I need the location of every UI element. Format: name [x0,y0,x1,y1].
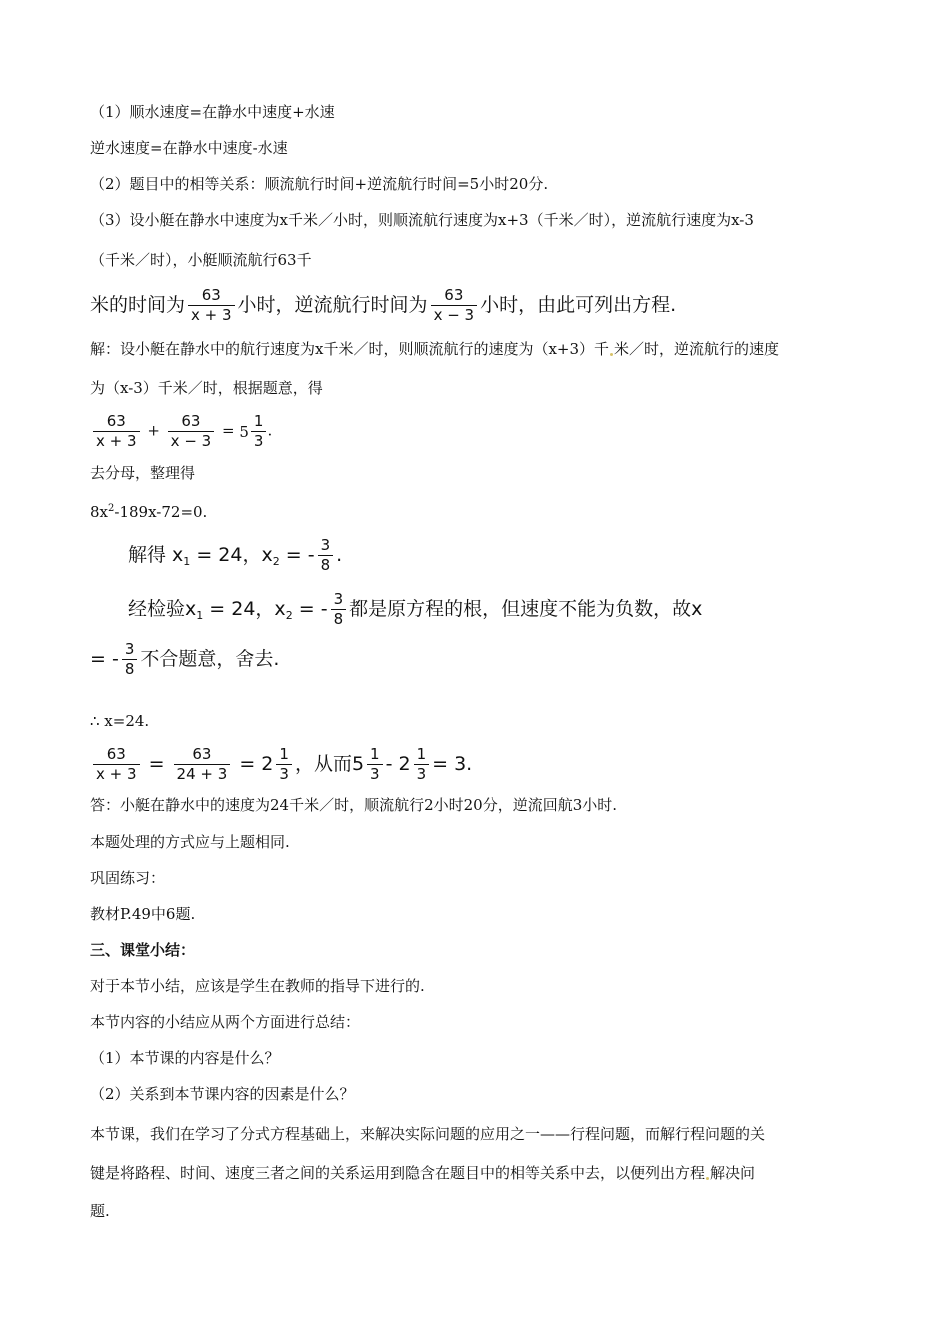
period: . [267,421,273,440]
solution-line [128,536,342,575]
fraction-1-3 [251,412,267,451]
line-3: （2）题目中的相等关系：顺流航行时间+逆流航行时间=5小时20分. [90,175,549,193]
line-10: 去分母，整理得 [90,464,196,482]
line-11-a: 8x [90,503,109,521]
line-19: 巩固练习： [90,869,166,887]
line-6-text-a: 米的时间为 [90,294,186,316]
fraction-3-8 [318,536,334,575]
line-7-text-b: 米／时，逆流航行的速度 [614,340,780,358]
fraction-63-over-x-plus-3 [188,286,235,325]
line-11-b: -189x-72=0. [114,503,208,521]
scan-speck [706,1177,709,1180]
fraction-63-over-x-plus-3 [93,745,140,784]
numerator: 63 [192,745,212,763]
equals-three: = 3. [432,753,473,775]
denominator: 8 [318,555,334,575]
line-7 [90,339,779,359]
line-1: （1）顺水速度=在静水中速度+水速 [90,103,335,121]
line-26: 本节课，我们在学习了分式方程基础上，来解决实际问题的应用之一——行程问题，而解行程问题的关 [90,1125,766,1143]
mixed-number-5-1-3 [239,412,267,451]
line-6-text-b: 小时，逆流航行时间为 [237,294,428,316]
whole-part: 5 [239,422,249,441]
line-4: （3）设小艇在静水中速度为x千米／小时，则顺流航行速度为x+3（千米／时），逆流航行速度为x-3 [90,211,754,229]
solution-text-c: = - [285,544,315,566]
check-line [128,590,702,629]
line-24: （1）本节课的内容是什么？ [90,1049,280,1067]
denominator: 3 [251,431,267,451]
reject-line [90,640,279,679]
minus-two: - 2 [385,753,411,775]
line-20: 教材P.49中6题. [90,905,196,923]
numerator: 63 [201,286,221,304]
equals-sign: = [221,421,235,440]
line-25: （2）关系到本节课内容的因素是什么？ [90,1085,355,1103]
reject-text-b: 不合题意，舍去. [140,648,280,670]
subscript-1: 1 [196,609,204,622]
denominator: 3 [367,764,383,784]
superscript: 2 [108,503,115,514]
denominator: 24 + 3 [174,764,231,784]
subscript-1: 1 [183,555,191,568]
numerator: 1 [416,745,427,763]
numerator: 63 [106,412,126,430]
fraction-63-over-24-plus-3 [174,745,231,784]
check-text-a: 经检验x [128,598,197,620]
denominator: x − 3 [431,305,478,325]
denominator: x + 3 [93,764,140,784]
denominator: 3 [276,764,292,784]
numerator: 3 [320,536,331,554]
denominator: 8 [122,659,138,679]
line-22: 对于本节小结，应该是学生在教师的指导下进行的. [90,977,425,995]
line-2: 逆水速度=在静水中速度-水速 [90,139,288,157]
line-therefore: ∴ x=24. [90,712,150,730]
fraction-63-over-x-minus-3 [168,412,215,451]
equation-1 [90,412,272,451]
line-23: 本节内容的小结应从两个方面进行总结： [90,1013,361,1031]
scan-speck [610,353,613,356]
denominator: x + 3 [188,305,235,325]
line-28: 题. [90,1202,110,1220]
line-5: （千米／时），小艇顺流航行63千 [90,251,312,269]
numerator: 1 [279,745,289,763]
fraction-3-8 [122,640,138,679]
line-27 [90,1163,755,1183]
check-text-d: 都是原方程的根，但速度不能为负数，故x [349,598,703,620]
line-27-a: 键是将路程、时间、速度三者之间的关系运用到隐含在题目中的相等关系中去，以便列出方程 [90,1164,706,1182]
line-6-text-c: 小时，由此可列出方程. [480,294,677,316]
fraction-1-3 [414,745,430,784]
fraction-1-3 [367,745,383,784]
solution-text-b: = 24，x [196,544,273,566]
numerator: 3 [333,590,344,608]
reject-text-a: = - [90,648,119,670]
line-11 [90,499,207,522]
solution-text-d: . [336,544,343,566]
fraction-63-over-x-plus-3 [93,412,140,451]
solution-text-a: 解得 x [128,544,184,566]
line-18: 本题处理的方式应与上题相同. [90,833,290,851]
numerator: 3 [124,640,135,658]
line-8: 为（x-3）千米／时，根据题意，得 [90,379,323,397]
therefore-text: ，从而5 [294,753,365,775]
subscript-2: 2 [272,555,280,568]
denominator: x − 3 [168,431,215,451]
section-heading: 三、课堂小结： [90,941,196,959]
line-6 [90,286,676,325]
subscript-2: 2 [285,609,293,622]
plus-sign: + [147,421,160,440]
equation-2 [90,745,472,784]
line-27-b: 解决问 [710,1164,756,1182]
denominator: 3 [414,764,430,784]
fraction-3-8 [331,590,347,629]
numerator: 1 [253,412,264,430]
numerator: 63 [181,412,201,430]
line-7-text-a: 解：设小艇在静水中的航行速度为x千米／时，则顺流航行的速度为（x+3）千 [90,340,610,358]
denominator: 8 [331,609,347,629]
numerator: 63 [106,745,126,763]
answer-line: 答：小艇在静水中的速度为24千米／时，顺流航行2小时20分，逆流回航3小时. [90,796,618,814]
fraction-1-3 [276,745,292,784]
equals-two: = 2 [239,753,274,775]
denominator: x + 3 [93,431,140,451]
equals-sign: = [148,753,165,775]
numerator: 63 [444,286,464,304]
fraction-63-over-x-minus-3 [431,286,478,325]
numerator: 1 [370,745,380,763]
check-text-c: = - [298,598,328,620]
check-text-b: = 24，x [209,598,286,620]
